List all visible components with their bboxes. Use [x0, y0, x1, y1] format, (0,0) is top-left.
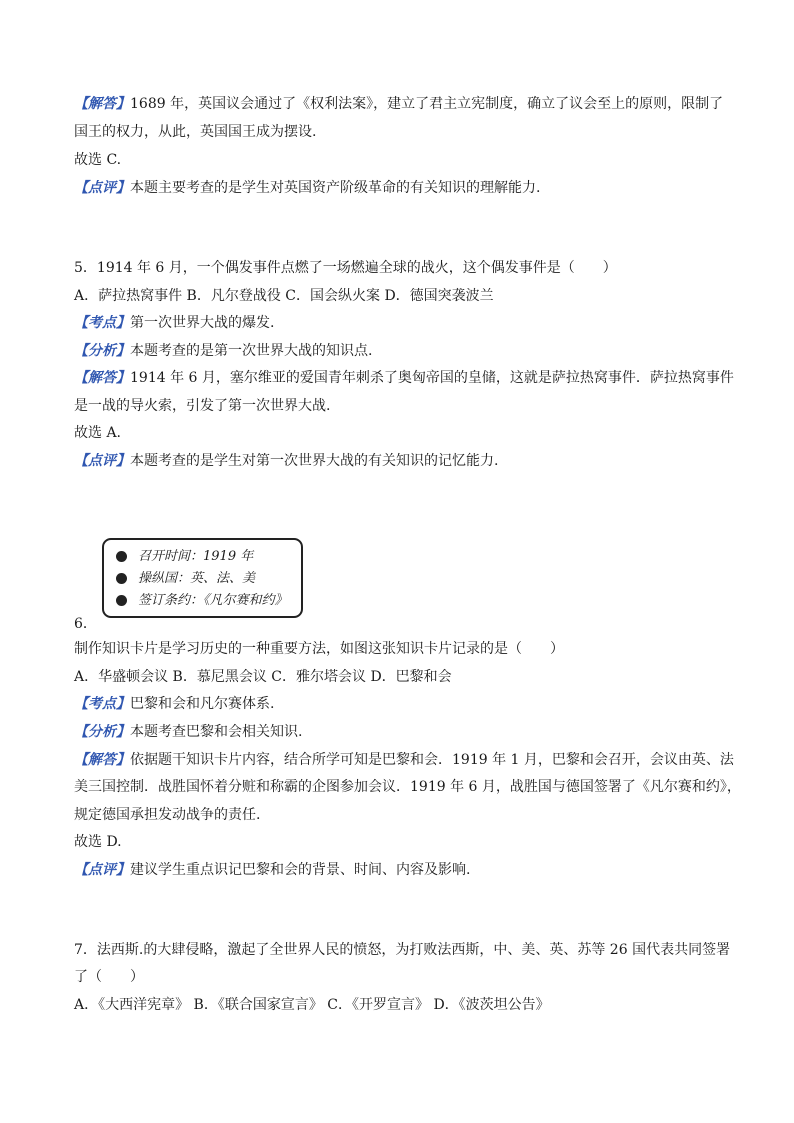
q6-answer: 故选 D. [74, 834, 122, 850]
q5-topic-text: 第一次世界大战的爆发. [130, 315, 275, 331]
q4-analysis-line-1 [74, 94, 723, 114]
card-row-treaty: 签订条约：《凡尔赛和约》 [116, 592, 288, 610]
answer-tag: 【解答】 [74, 752, 130, 768]
comment-tag: 【点评】 [74, 453, 130, 469]
q5-solution-line-2: 是一战的导火索，引发了第一次世界大战. [74, 398, 331, 414]
topic-tag: 【考点】 [74, 696, 130, 712]
topic-tag: 【考点】 [74, 315, 130, 331]
q6-number: 6． [74, 616, 97, 632]
q6-options: A．华盛顿会议 B．慕尼黑会议 C．雅尔塔会议 D．巴黎和会 [74, 669, 452, 685]
knowledge-card-image [102, 538, 303, 618]
q5-analysis-text: 本题考查的是第一次世界大战的知识点. [130, 343, 373, 359]
q7-question-line-2: 了（ ） [74, 969, 144, 985]
q6-solution-text-1: 依据题干知识卡片内容，结合所学可知是巴黎和会．1919 年 1 月，巴黎和会召开，会议由英、法 [130, 752, 734, 768]
q5-comment-text: 本题考查的是学生对第一次世界大战的有关知识的记忆能力. [130, 453, 499, 469]
comment-tag: 【点评】 [74, 180, 130, 196]
q5-analysis [74, 341, 372, 361]
answer-tag: 【解答】 [74, 96, 130, 112]
q6-topic [74, 694, 274, 714]
q5-solution-text-1: 1914 年 6 月，塞尔维亚的爱国青年刺杀了奥匈帝国的皇储，这就是萨拉热窝事件．萨拉热窝事件 [130, 370, 734, 386]
card-row-time: 召开时间：1919 年 [116, 548, 253, 566]
q4-analysis-line-2: 国王的权力，从此，英国国王成为摆设. [74, 124, 317, 140]
bullet-dot-icon [116, 551, 127, 562]
q5-answer: 故选 A. [74, 425, 122, 441]
q4-answer: 故选 C. [74, 152, 122, 168]
q4-comment [74, 178, 540, 198]
q6-comment-text: 建议学生重点识记巴黎和会的背景、时间、内容及影响. [130, 862, 471, 878]
q6-comment [74, 860, 470, 880]
bullet-dot-icon [116, 595, 127, 606]
q5-topic [74, 313, 274, 333]
q7-options: A．《大西洋宪章》 B．《联合国家宣言》 C．《开罗宣言》 D．《波茨坦公告》 [74, 997, 550, 1013]
q6-solution-line-3: 规定德国承担发动战争的责任. [74, 807, 261, 823]
answer-tag: 【解答】 [74, 370, 130, 386]
q5-comment [74, 451, 498, 471]
q5-options: A．萨拉热窝事件 B．凡尔登战役 C．国会纵火案 D．德国突袭波兰 [74, 288, 494, 304]
q4-comment-text: 本题主要考查的是学生对英国资产阶级革命的有关知识的理解能力. [130, 180, 541, 196]
q6-analysis-text: 本题考查巴黎和会相关知识. [130, 724, 303, 740]
q6-question: 制作知识卡片是学习历史的一种重要方法，如图这张知识卡片记录的是（ ） [74, 641, 564, 657]
analysis-tag: 【分析】 [74, 724, 130, 740]
q6-analysis [74, 722, 302, 742]
q6-solution-line-2: 美三国控制．战胜国怀着分赃和称霸的企图参加会议．1919 年 6 月，战胜国与德国签署了《凡尔赛和约》， [74, 779, 741, 795]
q7-question-line-1: 7．法西斯.的大肆侵略，激起了全世界人民的愤怒，为打败法西斯，中、美、英、苏等 26 国代表共同签署 [74, 942, 731, 958]
comment-tag: 【点评】 [74, 862, 130, 878]
q5-question: 5．1914 年 6 月，一个偶发事件点燃了一场燃遍全球的战火，这个偶发事件是（ ） [74, 260, 617, 276]
q6-solution-line-1 [74, 750, 734, 770]
bullet-dot-icon [116, 573, 127, 584]
analysis-tag: 【分析】 [74, 343, 130, 359]
card-row-powers: 操纵国：英、法、美 [116, 570, 255, 588]
q5-solution-line-1 [74, 368, 734, 388]
q6-topic-text: 巴黎和会和凡尔赛体系. [130, 696, 275, 712]
q4-analysis-text-1: 1689 年，英国议会通过了《权利法案》，建立了君主立宪制度，确立了议会至上的原则，限制了 [130, 96, 724, 112]
